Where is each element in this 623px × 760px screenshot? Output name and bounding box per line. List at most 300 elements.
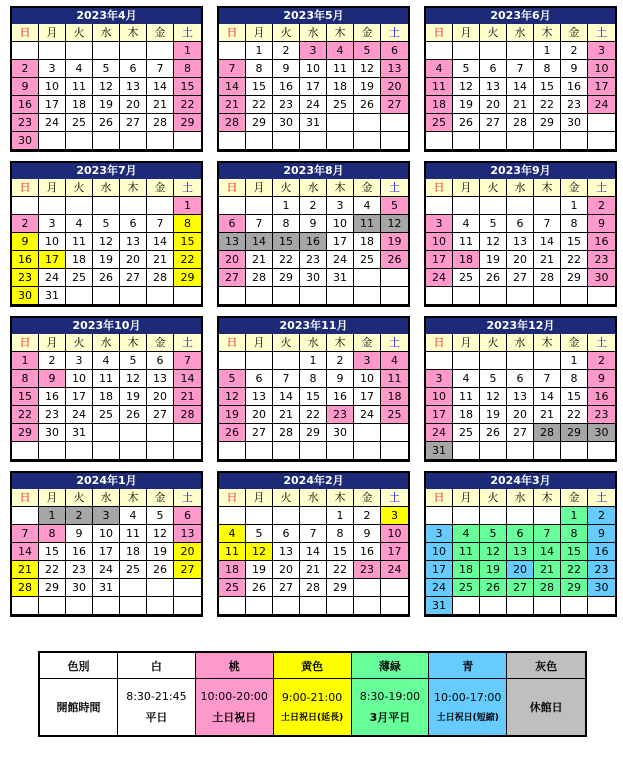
day-cell: 5 [147,507,174,525]
day-cell: 13 [246,388,273,406]
day-cell: 18 [93,388,120,406]
empty-cell [300,132,327,150]
empty-cell [426,197,453,215]
day-cell: 16 [12,96,39,114]
day-cell: 17 [39,251,66,269]
day-cell: 13 [147,370,174,388]
weekday-header: 月 [39,179,66,197]
empty-cell [507,287,534,305]
month-calendar [217,6,410,152]
day-cell: 6 [507,525,534,543]
day-cell: 12 [246,543,273,561]
weekday-header: 土 [174,179,201,197]
empty-cell [219,597,246,615]
day-cell: 1 [534,42,561,60]
day-cell: 4 [66,60,93,78]
day-cell: 28 [534,579,561,597]
month-grid [426,334,615,460]
day-cell: 18 [381,388,408,406]
day-cell: 16 [273,78,300,96]
empty-cell [426,507,453,525]
day-cell: 30 [561,114,588,132]
day-cell: 13 [507,543,534,561]
day-cell: 18 [453,561,480,579]
day-cell: 25 [453,269,480,287]
day-cell: 19 [381,233,408,251]
day-cell: 28 [147,269,174,287]
weekday-header: 水 [93,179,120,197]
day-cell: 5 [480,215,507,233]
empty-cell [246,287,273,305]
empty-cell [246,442,273,460]
day-cell: 10 [300,60,327,78]
day-cell: 27 [219,269,246,287]
day-cell: 21 [174,388,201,406]
day-cell: 8 [39,525,66,543]
day-cell: 7 [174,352,201,370]
day-cell: 29 [246,114,273,132]
day-cell: 26 [453,114,480,132]
day-cell: 26 [480,269,507,287]
weekday-header: 月 [39,334,66,352]
month-title: 2023年11月 [219,318,408,334]
legend-color-white: 白 [118,653,196,679]
day-cell: 11 [354,215,381,233]
day-cell: 10 [93,525,120,543]
day-cell: 19 [246,561,273,579]
empty-cell [453,287,480,305]
empty-cell [480,507,507,525]
day-cell: 22 [273,251,300,269]
day-cell: 29 [273,269,300,287]
day-cell: 4 [453,525,480,543]
day-cell: 8 [246,60,273,78]
day-cell: 22 [12,406,39,424]
empty-cell [93,132,120,150]
hours-legend-table [38,651,587,737]
legend-hours-gray [507,679,585,735]
weekday-header: 月 [453,489,480,507]
day-cell: 29 [561,424,588,442]
day-cell: 8 [534,60,561,78]
day-cell: 4 [93,352,120,370]
day-cell: 17 [426,251,453,269]
day-cell: 22 [561,251,588,269]
day-cell: 28 [507,114,534,132]
day-cell: 9 [273,60,300,78]
day-cell: 14 [246,233,273,251]
day-cell: 17 [66,388,93,406]
weekday-header: 土 [174,24,201,42]
day-cell: 3 [300,42,327,60]
day-cell: 14 [147,233,174,251]
day-cell: 8 [561,525,588,543]
empty-cell [174,132,201,150]
day-cell: 25 [219,579,246,597]
weekday-header: 月 [453,334,480,352]
legend-desc: 土日祝日(延長) [280,713,344,723]
day-cell: 3 [381,507,408,525]
empty-cell [273,507,300,525]
empty-cell [219,287,246,305]
empty-cell [480,442,507,460]
legend-header-label: 色別 [40,653,118,679]
day-cell: 22 [174,251,201,269]
day-cell: 31 [426,442,453,460]
empty-cell [246,597,273,615]
day-cell: 14 [507,78,534,96]
day-cell: 24 [381,561,408,579]
day-cell: 25 [426,114,453,132]
legend-hours-pink [196,679,274,735]
empty-cell [246,132,273,150]
weekday-header: 日 [219,24,246,42]
weekday-header: 火 [273,489,300,507]
day-cell: 5 [246,525,273,543]
empty-cell [174,579,201,597]
day-cell: 10 [426,388,453,406]
day-cell: 24 [66,406,93,424]
day-cell: 16 [66,543,93,561]
day-cell: 9 [327,370,354,388]
weekday-header: 火 [273,334,300,352]
weekday-header: 日 [219,179,246,197]
day-cell: 23 [300,251,327,269]
empty-cell [66,197,93,215]
day-cell: 15 [12,388,39,406]
day-cell: 28 [534,424,561,442]
empty-cell [12,442,39,460]
day-cell: 24 [93,561,120,579]
weekday-header: 日 [426,489,453,507]
day-cell: 20 [219,251,246,269]
day-cell: 5 [480,525,507,543]
empty-cell [174,442,201,460]
day-cell: 17 [354,388,381,406]
day-cell: 22 [39,561,66,579]
empty-cell [354,424,381,442]
empty-cell [381,269,408,287]
empty-cell [354,442,381,460]
empty-cell [561,597,588,615]
empty-cell [93,197,120,215]
day-cell: 17 [588,78,615,96]
day-cell: 19 [453,96,480,114]
empty-cell [66,132,93,150]
day-cell: 25 [327,96,354,114]
day-cell: 14 [12,543,39,561]
day-cell: 28 [219,114,246,132]
day-cell: 8 [561,215,588,233]
empty-cell [147,442,174,460]
empty-cell [147,197,174,215]
weekday-header: 金 [147,24,174,42]
weekday-header: 水 [507,179,534,197]
day-cell: 13 [174,525,201,543]
empty-cell [12,507,39,525]
day-cell: 2 [588,352,615,370]
day-cell: 1 [561,507,588,525]
empty-cell [534,197,561,215]
empty-cell [93,597,120,615]
empty-cell [219,132,246,150]
day-cell: 27 [507,269,534,287]
empty-cell [327,287,354,305]
day-cell: 15 [534,78,561,96]
empty-cell [273,352,300,370]
day-cell: 5 [120,352,147,370]
day-cell: 1 [246,42,273,60]
day-cell: 10 [426,233,453,251]
day-cell: 14 [534,388,561,406]
day-cell: 11 [120,525,147,543]
day-cell: 26 [354,96,381,114]
day-cell: 17 [381,543,408,561]
weekday-header: 木 [120,24,147,42]
legend-color-gray: 灰色 [507,653,585,679]
empty-cell [426,132,453,150]
day-cell: 2 [561,42,588,60]
empty-cell [12,42,39,60]
day-cell: 24 [426,579,453,597]
day-cell: 20 [174,543,201,561]
weekday-header: 金 [354,179,381,197]
empty-cell [507,42,534,60]
empty-cell [453,197,480,215]
day-cell: 30 [273,114,300,132]
day-cell: 16 [588,388,615,406]
day-cell: 17 [426,406,453,424]
empty-cell [354,579,381,597]
empty-cell [453,42,480,60]
day-cell: 9 [300,215,327,233]
day-cell: 3 [354,352,381,370]
empty-cell [273,132,300,150]
empty-cell [534,597,561,615]
day-cell: 1 [273,197,300,215]
day-cell: 16 [12,251,39,269]
day-cell: 9 [12,78,39,96]
day-cell: 21 [534,406,561,424]
day-cell: 29 [561,579,588,597]
day-cell: 23 [273,96,300,114]
day-cell: 22 [327,561,354,579]
empty-cell [300,597,327,615]
day-cell: 15 [561,233,588,251]
day-cell: 24 [39,114,66,132]
empty-cell [147,424,174,442]
weekday-header: 火 [273,179,300,197]
weekday-header: 火 [480,334,507,352]
day-cell: 21 [147,96,174,114]
day-cell: 22 [561,406,588,424]
empty-cell [381,442,408,460]
empty-cell [534,507,561,525]
day-cell: 14 [300,543,327,561]
day-cell: 12 [480,388,507,406]
empty-cell [354,287,381,305]
empty-cell [120,579,147,597]
day-cell: 2 [12,215,39,233]
empty-cell [327,442,354,460]
day-cell: 2 [273,42,300,60]
day-cell: 13 [480,78,507,96]
day-cell: 24 [39,269,66,287]
day-cell: 9 [12,233,39,251]
day-cell: 12 [480,233,507,251]
empty-cell [66,42,93,60]
legend-desc: 休館日 [529,701,563,714]
empty-cell [93,442,120,460]
day-cell: 30 [327,424,354,442]
empty-cell [66,597,93,615]
empty-cell [381,579,408,597]
day-cell: 16 [300,233,327,251]
day-cell: 19 [147,543,174,561]
month-calendar [10,316,203,462]
weekday-header: 水 [300,179,327,197]
legend-hours-yellow [274,679,352,735]
day-cell: 7 [147,60,174,78]
legend-row-label: 開館時間 [40,679,118,735]
month-title: 2023年8月 [219,163,408,179]
day-cell: 7 [246,215,273,233]
day-cell: 29 [327,579,354,597]
day-cell: 27 [147,406,174,424]
empty-cell [327,114,354,132]
day-cell: 24 [426,269,453,287]
empty-cell [507,197,534,215]
weekday-header: 土 [381,24,408,42]
empty-cell [12,597,39,615]
legend-time: 8:30-19:00 [359,689,421,703]
weekday-header: 日 [12,489,39,507]
empty-cell [219,197,246,215]
empty-cell [453,352,480,370]
day-cell: 25 [381,406,408,424]
empty-cell [588,114,615,132]
day-cell: 30 [12,132,39,150]
day-cell: 1 [174,42,201,60]
month-grid [12,24,201,150]
day-cell: 13 [507,233,534,251]
empty-cell [426,287,453,305]
empty-cell [12,197,39,215]
day-cell: 23 [327,406,354,424]
empty-cell [93,287,120,305]
day-cell: 28 [246,269,273,287]
weekday-header: 金 [561,179,588,197]
day-cell: 8 [561,370,588,388]
day-cell: 1 [327,507,354,525]
day-cell: 9 [354,525,381,543]
weekday-header: 土 [588,489,615,507]
day-cell: 7 [300,525,327,543]
day-cell: 1 [39,507,66,525]
day-cell: 3 [327,197,354,215]
day-cell: 24 [327,251,354,269]
weekday-header: 月 [246,179,273,197]
legend-color-pink: 桃 [196,653,274,679]
day-cell: 15 [327,543,354,561]
day-cell: 17 [300,78,327,96]
day-cell: 14 [273,388,300,406]
month-calendar [424,316,617,462]
day-cell: 15 [174,233,201,251]
empty-cell [534,352,561,370]
day-cell: 19 [93,96,120,114]
day-cell: 8 [327,525,354,543]
day-cell: 20 [147,388,174,406]
day-cell: 10 [39,233,66,251]
empty-cell [93,424,120,442]
weekday-header: 土 [381,179,408,197]
empty-cell [480,197,507,215]
weekday-header: 火 [66,334,93,352]
day-cell: 5 [93,215,120,233]
day-cell: 22 [300,406,327,424]
day-cell: 1 [561,352,588,370]
day-cell: 13 [381,60,408,78]
month-title: 2023年4月 [12,8,201,24]
empty-cell [39,597,66,615]
empty-cell [120,132,147,150]
day-cell: 11 [93,370,120,388]
day-cell: 6 [507,370,534,388]
day-cell: 30 [300,269,327,287]
day-cell: 20 [507,406,534,424]
day-cell: 7 [12,525,39,543]
day-cell: 4 [453,215,480,233]
weekday-header: 月 [453,179,480,197]
day-cell: 26 [93,269,120,287]
day-cell: 4 [381,352,408,370]
day-cell: 29 [561,269,588,287]
day-cell: 26 [120,406,147,424]
day-cell: 26 [480,579,507,597]
empty-cell [219,352,246,370]
empty-cell [273,597,300,615]
day-cell: 16 [588,543,615,561]
day-cell: 29 [12,424,39,442]
month-grid [12,334,201,460]
empty-cell [507,132,534,150]
day-cell: 16 [588,233,615,251]
month-calendar [424,161,617,307]
day-cell: 25 [453,579,480,597]
empty-cell [120,424,147,442]
day-cell: 9 [561,60,588,78]
weekday-header: 月 [39,24,66,42]
day-cell: 16 [561,78,588,96]
empty-cell [453,132,480,150]
day-cell: 18 [120,543,147,561]
day-cell: 9 [588,370,615,388]
weekday-header: 木 [327,24,354,42]
day-cell: 23 [39,406,66,424]
empty-cell [453,597,480,615]
day-cell: 21 [534,561,561,579]
weekday-header: 火 [480,179,507,197]
day-cell: 21 [12,561,39,579]
empty-cell [507,507,534,525]
day-cell: 20 [246,406,273,424]
weekday-header: 月 [453,24,480,42]
day-cell: 31 [327,269,354,287]
day-cell: 8 [174,60,201,78]
month-calendar [10,6,203,152]
empty-cell [147,597,174,615]
